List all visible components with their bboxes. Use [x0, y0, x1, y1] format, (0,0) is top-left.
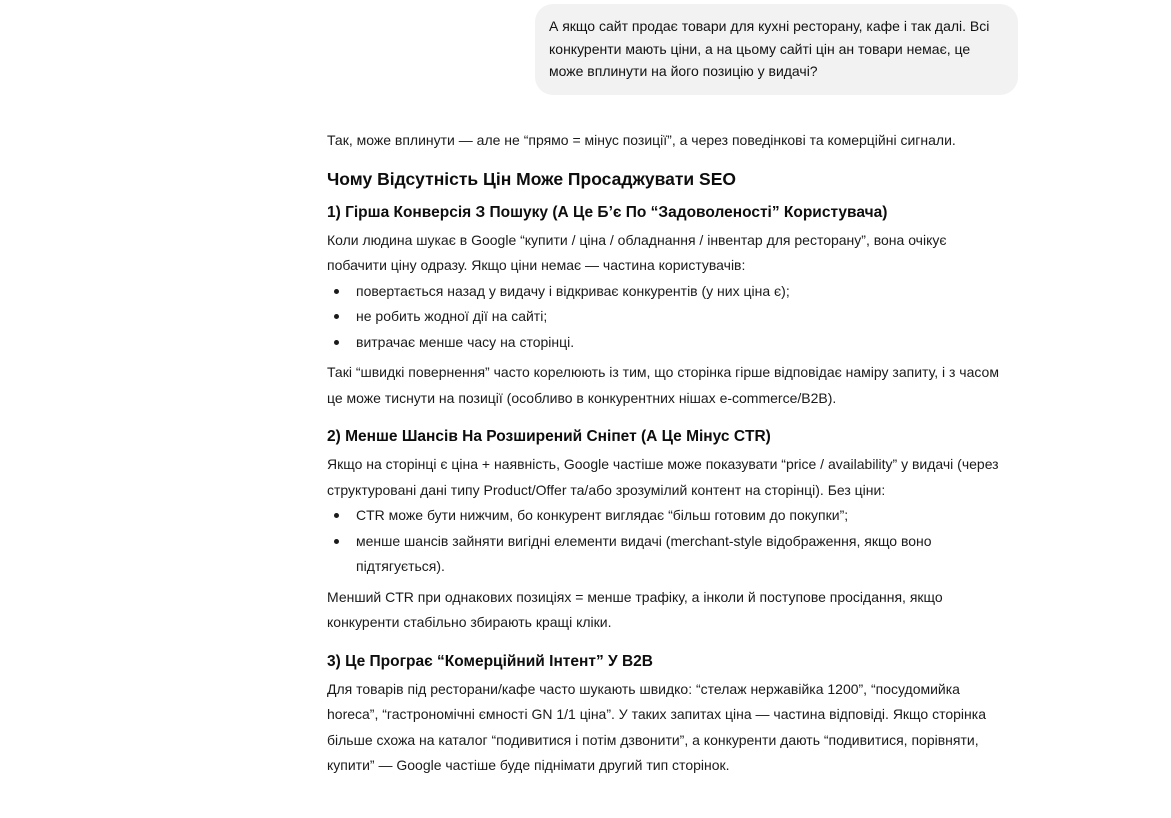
- answer-intro: Так, може вплинути — але не “прямо = мінус позиції”, а через поведінкові та комерційні сигнали.: [327, 132, 956, 148]
- section-title: 3) Це Програє “Комерційний Інтент” У B2B: [327, 652, 653, 670]
- section-2: [327, 425, 1007, 636]
- list-item: CTR може бути нижчим, бо конкурент виглядає “більш готовим до покупки”;: [327, 503, 1007, 529]
- section-lead: Якщо на сторінці є ціна + наявність, Google частіше може показувати “price / availability” у видачі (через структуровані дані типу Product/Offer та/або зрозумілий контент на сторінці). Без ціни:: [327, 456, 999, 498]
- section-3: [327, 650, 1007, 779]
- list-item: повертається назад у видачу і відкриває конкурентів (у них ціна є);: [327, 279, 1007, 305]
- section-lead: Для товарів під ресторани/кафе часто шукають швидко: “стелаж нержавійка 1200”, “посудомийка horeca”, “гастрономічні ємності GN 1/1 ціна”. У таких запитах ціна — частина відповіді. Якщо сторінка більше схожа на каталог “подивитися і потім дзвонити”, а конкуренти дають “подивитися, порівняти, купити” — Google частіше буде піднімати другий тип сторінок.: [327, 680, 986, 773]
- list-item: не робить жодної дії на сайті;: [327, 304, 1007, 330]
- user-message-text: А якщо сайт продає товари для кухні ресторану, кафе і так далі. Всі конкуренти мають ціни, а на цьому сайті цін ан товари немає, це може вплинути на його позицію у видачі?: [549, 18, 990, 79]
- assistant-response: [327, 128, 1007, 793]
- section-lead: Коли людина шукає в Google “купити / ціна / обладнання / інвентар для ресторану”, вона очікує побачити ціну одразу. Якщо ціни немає — частина користувачів:: [327, 231, 947, 273]
- list-item: менше шансів зайняти вигідні елементи видачі (merchant-style відображення, якщо воно підтягується).: [327, 529, 1007, 580]
- bullet-list: [327, 503, 1007, 580]
- section-tail: Такі “швидкі повернення” часто корелюють із тим, що сторінка гірше відповідає наміру запиту, і з часом це може тиснути на позиції (особливо в конкурентних нішах e-commerce/B2B).: [327, 364, 999, 406]
- bullet-list: [327, 279, 1007, 356]
- section-1: [327, 201, 1007, 412]
- list-item: витрачає менше часу на сторінці.: [327, 330, 1007, 356]
- section-tail: Менший CTR при однакових позиціях = менше трафіку, а інколи й поступове просідання, якщо конкуренти стабільно збирають кращі кліки.: [327, 588, 943, 630]
- section-title: 1) Гірша Конверсія З Пошуку (А Це Б’є По “Задоволеності” Користувача): [327, 203, 888, 221]
- user-message-bubble: [535, 4, 1018, 95]
- section-title: 2) Менше Шансів На Розширений Сніпет (А Це Мінус CTR): [327, 428, 771, 445]
- answer-heading: Чому Відсутність Цін Може Просаджувати SEO: [327, 168, 736, 189]
